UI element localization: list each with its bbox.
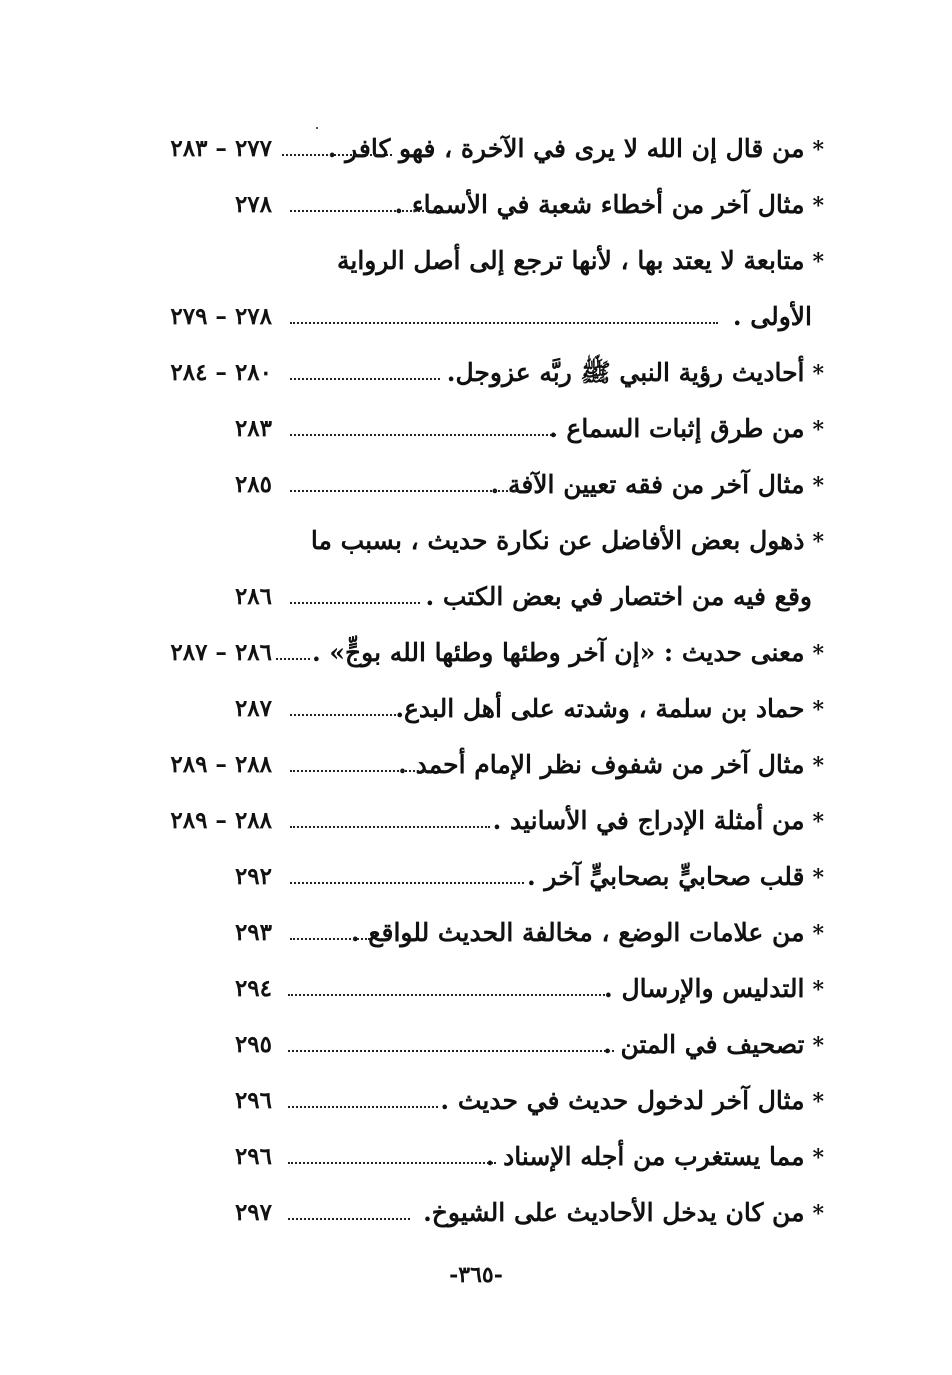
- page-number: ٢٨٦: [234, 583, 272, 610]
- leader-dots: [290, 882, 524, 884]
- entry-title: مثال آخر لدخول حديث في حديث .: [440, 1086, 805, 1115]
- bullet-asterisk: *: [812, 473, 824, 499]
- leader-dots: [282, 154, 392, 156]
- page-number: ٢٨٣: [234, 415, 272, 442]
- page-number: ٢٨٥: [234, 471, 272, 498]
- bullet-asterisk: *: [812, 865, 824, 891]
- page-number: ٢٨٦ – ٢٨٧: [170, 639, 272, 666]
- leader-dots: [276, 658, 310, 660]
- page-folio-number: -٣٦٥-: [449, 1262, 503, 1288]
- toc-entry-text: [311, 524, 824, 559]
- bullet-asterisk: *: [812, 753, 824, 779]
- toc-entry: [0, 908, 952, 964]
- toc-entry: [0, 740, 952, 796]
- entry-title: وقع فيه من اختصار في بعض الكتب .: [425, 582, 812, 611]
- page-number: ٢٩٢: [234, 863, 272, 890]
- leader-dots: [290, 602, 420, 604]
- entry-title: مثال آخر من شفوف نظر الإمام أحمد .: [398, 750, 805, 779]
- bullet-asterisk: *: [812, 1201, 824, 1227]
- bullet-asterisk: *: [812, 137, 824, 163]
- bullet-asterisk: *: [812, 921, 824, 947]
- bullet-asterisk: *: [812, 641, 824, 667]
- page-number: ٢٩٥: [234, 1031, 272, 1058]
- entry-title: متابعة لا يعتد بها ، لأنها ترجع إلى أصل الرواية: [336, 246, 805, 275]
- toc-entry-text: [395, 188, 824, 223]
- bullet-asterisk: *: [812, 697, 824, 723]
- entry-title: التدليس والإرسال .: [604, 974, 805, 1003]
- toc-entry-text: [549, 412, 824, 447]
- toc-entry: [0, 516, 952, 572]
- page-number: ٢٩٤: [234, 975, 272, 1002]
- page-number: ٢٨٠ – ٢٨٤: [170, 359, 272, 386]
- leader-dots: [288, 1050, 614, 1052]
- toc-entry: [0, 684, 952, 740]
- toc-entry-text: [604, 972, 824, 1007]
- entry-title: من كان يدخل الأحاديث على الشيوخ.: [423, 1198, 805, 1227]
- entry-title: تصحيف في المتن .: [603, 1030, 805, 1059]
- toc-entry-text: [603, 1028, 824, 1063]
- toc-entry: [0, 236, 952, 292]
- toc-entry-text: [447, 356, 824, 391]
- entry-title: معنى حديث : «إن آخر وطئها وطئها الله بوجٍّ» .: [311, 638, 805, 667]
- leader-dots: [288, 1106, 438, 1108]
- leader-dots: [288, 1218, 410, 1220]
- bullet-asterisk: *: [812, 193, 824, 219]
- toc-entry-text: [398, 748, 824, 783]
- page-number: ٢٩٣: [234, 919, 272, 946]
- toc-entry-text: [491, 468, 824, 503]
- page-number: ٢٧٨ – ٢٧٩: [170, 303, 272, 330]
- toc-entry: [0, 124, 952, 180]
- entry-title: من علامات الوضع ، مخالفة الحديث للواقع .: [350, 918, 805, 947]
- entry-title: ذهول بعض الأفاضل عن نكارة حديث ، بسبب ما: [310, 526, 805, 555]
- toc-entry-text: [337, 244, 824, 279]
- entry-title: من قال إن الله لا يرى في الآخرة ، فهو كافر .: [327, 134, 805, 163]
- leader-dots: [290, 434, 556, 436]
- toc-entry-text: [328, 132, 824, 167]
- toc-entry-text: [312, 636, 824, 671]
- page-number: ٢٨٧: [234, 695, 272, 722]
- toc-entry-text: [423, 1196, 824, 1231]
- page-number: ٢٩٦: [234, 1143, 272, 1170]
- entry-title: أحاديث رؤية النبي ﷺ ربَّه عزوجل.: [446, 358, 805, 387]
- toc-entry: [0, 1188, 952, 1244]
- page-number: ٢٩٦: [234, 1087, 272, 1114]
- toc-entry: [0, 180, 952, 236]
- bullet-asterisk: *: [812, 1089, 824, 1115]
- toc-entry: [0, 964, 952, 1020]
- page-number: ٢٩٧: [234, 1199, 272, 1226]
- page-number: ٢٧٨: [234, 191, 272, 218]
- bullet-asterisk: *: [812, 529, 824, 555]
- toc-entry: [0, 1132, 952, 1188]
- toc-entry: [0, 1076, 952, 1132]
- entry-title: مما يستغرب من أجله الإسناد .: [485, 1142, 805, 1171]
- toc-entry-continuation: [0, 292, 952, 348]
- bullet-asterisk: *: [812, 809, 824, 835]
- entry-title: من طرق إثبات السماع .: [549, 414, 805, 443]
- bullet-asterisk: *: [812, 1145, 824, 1171]
- toc-entry: [0, 1020, 952, 1076]
- toc-entry-text: [395, 692, 824, 727]
- toc-entry-text: [733, 300, 812, 334]
- entry-title: مثال آخر من فقه تعيين الآفة .: [490, 470, 805, 499]
- page-number: ٢٨٨ – ٢٨٩: [170, 807, 272, 834]
- bullet-asterisk: *: [812, 249, 824, 275]
- leader-dots: [290, 714, 396, 716]
- toc-entry-text: [426, 580, 813, 614]
- entry-title: حماد بن سلمة ، وشدته على أهل البدع.: [395, 694, 805, 723]
- toc-entry: [0, 852, 952, 908]
- leader-dots: [290, 378, 440, 380]
- bullet-asterisk: *: [812, 417, 824, 443]
- table-of-contents: [0, 124, 952, 1244]
- leader-dots: [288, 994, 608, 996]
- leader-dots: [290, 938, 370, 940]
- toc-entry-text: [527, 860, 824, 895]
- leader-dots: [290, 770, 426, 772]
- leader-dots: [290, 826, 490, 828]
- entry-title: من أمثلة الإدراج في الأسانيد .: [492, 806, 805, 835]
- entry-title: مثال آخر من أخطاء شعبة في الأسماء .: [394, 190, 805, 219]
- toc-entry: [0, 628, 952, 684]
- entry-title: الأولى .: [732, 302, 812, 331]
- leader-dots: [290, 322, 718, 324]
- toc-entry-text: [440, 1084, 824, 1119]
- toc-entry: [0, 404, 952, 460]
- bullet-asterisk: *: [812, 1033, 824, 1059]
- entry-title: قلب صحابيٍّ بصحابيٍّ آخر .: [527, 862, 805, 891]
- toc-entry: [0, 460, 952, 516]
- leader-dots: [290, 210, 440, 212]
- toc-entry-text: [486, 1140, 824, 1175]
- leader-dots: [290, 490, 520, 492]
- toc-entry: [0, 796, 952, 852]
- toc-entry-continuation: [0, 572, 952, 628]
- page-number: ٢٧٧ – ٢٨٣: [170, 135, 272, 162]
- toc-entry-text: [351, 916, 824, 951]
- toc-entry: [0, 348, 952, 404]
- bullet-asterisk: *: [812, 361, 824, 387]
- bullet-asterisk: *: [812, 977, 824, 1003]
- toc-entry-text: [493, 804, 824, 839]
- page-number: ٢٨٨ – ٢٨٩: [170, 751, 272, 778]
- leader-dots: [288, 1162, 496, 1164]
